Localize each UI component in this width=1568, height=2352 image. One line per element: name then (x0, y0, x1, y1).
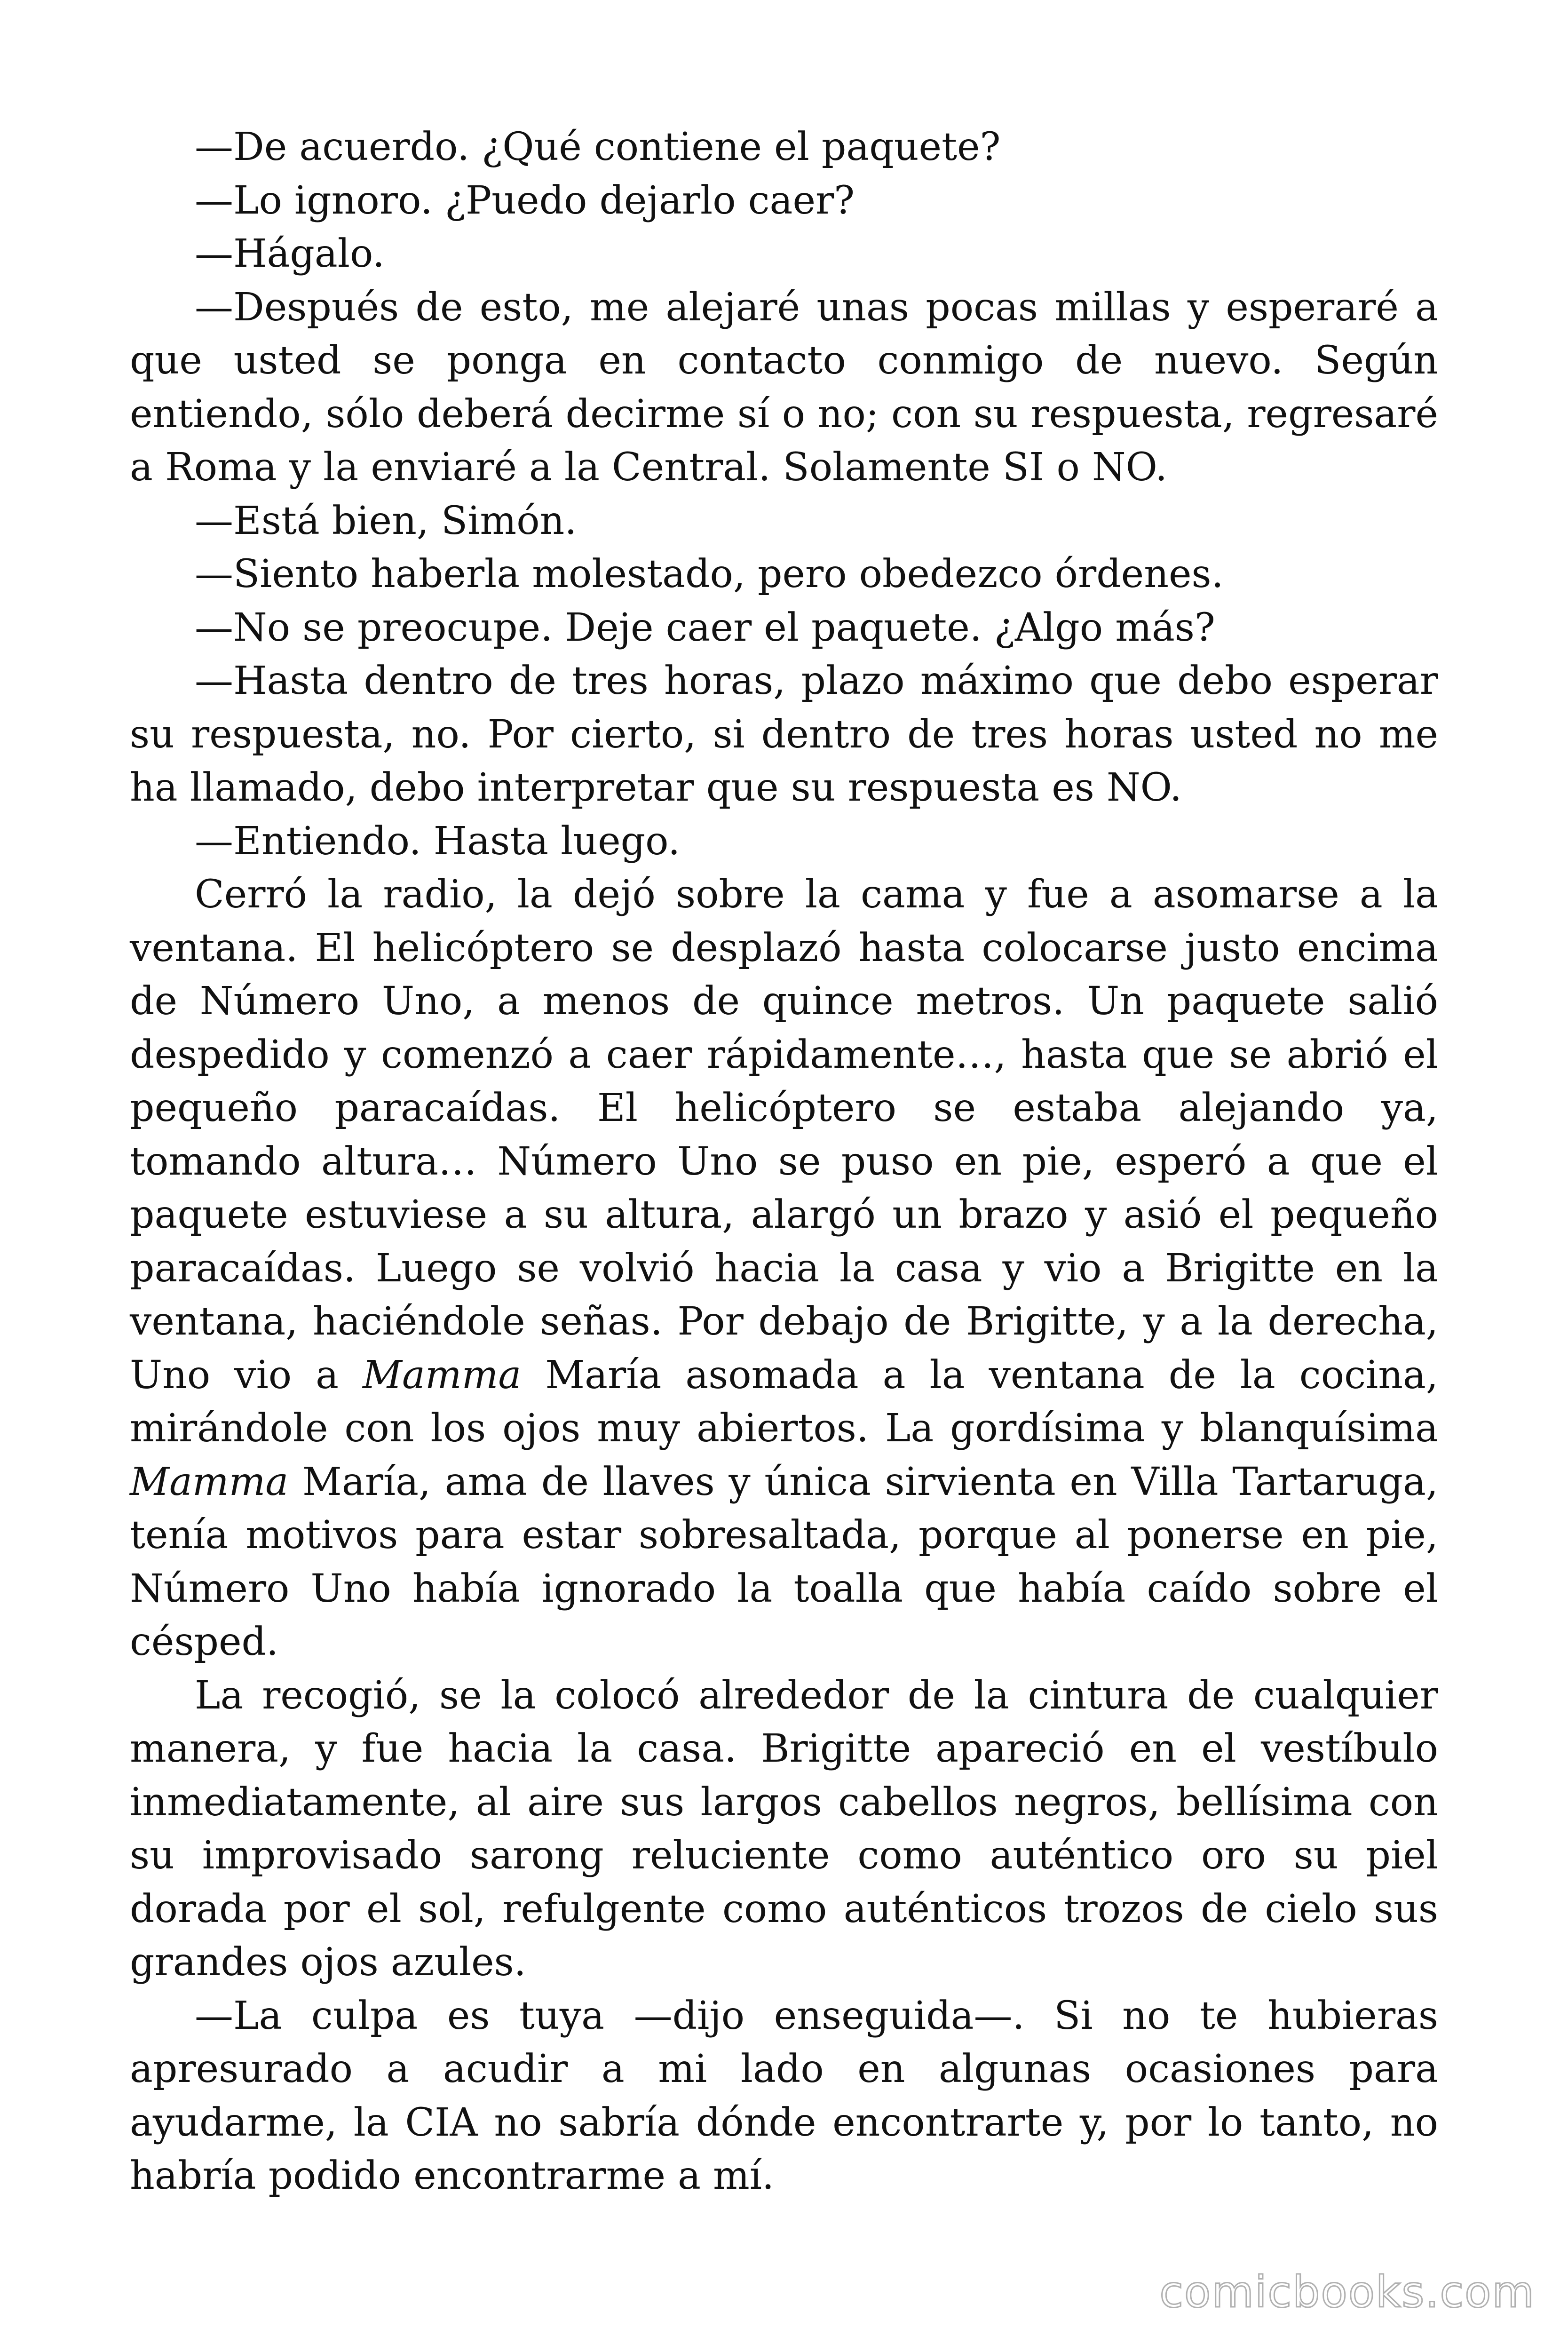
paragraph (130, 1989, 1438, 2203)
text-run: —No se preocupe. Deje caer el paquete. ¿Algo más? (195, 605, 1215, 650)
text-run: —Hágalo. (195, 231, 385, 276)
italic-text: Mamma (362, 1352, 522, 1398)
text-run: María, ama de llaves y única sirvienta en Villa Tartaruga, tenía motivos para estar sobresaltada, porque al ponerse en pie, Número Uno había ignorado la toalla que había caído sobre el césped. (130, 1459, 1438, 1664)
text-run: María asomada a la ventana de la cocina, mirándole con los ojos muy abiertos. La gordísima y blanquísima (130, 1352, 1438, 1451)
paragraph (130, 1669, 1438, 1989)
paragraph (130, 654, 1438, 815)
paragraph (130, 815, 1438, 868)
text-run: Cerró la radio, la dejó sobre la cama y fue a asomarse a la ventana. El helicóptero se desplazó hasta colocarse justo encima de Número Uno, a menos de quince metros. Un paquete salió despedido y comenzó a caer rápidamente…, hasta que se abrió el pequeño paracaídas. El helicóptero se estaba alejando ya, tomando altura… Número Uno se puso en pie, esperó a que el paquete estuviese a su altura, alargó un brazo y asió el pequeño paracaídas. Luego se volvió hacia la casa y vio a Brigitte en la ventana, haciéndole señas. Por debajo de Brigitte, y a la derecha, Uno vio a (130, 872, 1438, 1398)
watermark: comicbooks.com (1159, 2267, 1535, 2317)
paragraph (130, 174, 1438, 228)
text-run: —Lo ignoro. ¿Puedo dejarlo caer? (195, 178, 855, 223)
paragraph (130, 601, 1438, 655)
text-run: —Hasta dentro de tres horas, plazo máximo que debo esperar su respuesta, no. Por cierto, si dentro de tres horas usted no me ha llamado, debo interpretar que su respuesta es NO. (130, 659, 1438, 810)
paragraph (130, 868, 1438, 1669)
body-text (130, 120, 1438, 2203)
paragraph (130, 548, 1438, 601)
text-run: —La culpa es tuya —dijo enseguida—. Si no te hubieras apresurado a acudir a mi lado en algunas ocasiones para ayudarme, la CIA no sabría dónde encontrarte y, por lo tanto, no habría podido encontrarme a mí. (130, 1993, 1438, 2198)
paragraph (130, 281, 1438, 494)
paragraph (130, 120, 1438, 174)
paragraph (130, 227, 1438, 281)
text-run: —Siento haberla molestado, pero obedezco órdenes. (195, 552, 1224, 596)
text-run: —De acuerdo. ¿Qué contiene el paquete? (195, 125, 1001, 169)
text-run: —Después de esto, me alejaré unas pocas millas y esperaré a que usted se ponga en contacto conmigo de nuevo. Según entiendo, sólo deberá decirme sí o no; con su respuesta, regresaré a Roma y la enviaré a la Central. Solamente SI o NO. (130, 285, 1438, 490)
text-run: La recogió, se la colocó alrededor de la cintura de cualquier manera, y fue hacia la casa. Brigitte apareció en el vestíbulo inmediatamente, al aire sus largos cabellos negros, bellísima con su improvisado sarong reluciente como auténtico oro su piel dorada por el sol, refulgente como auténticos trozos de cielo sus grandes ojos azules. (130, 1673, 1438, 1985)
paragraph (130, 494, 1438, 548)
text-run: —Entiendo. Hasta luego. (195, 818, 681, 864)
text-run: —Está bien, Simón. (195, 498, 577, 543)
italic-text: Mamma (130, 1459, 289, 1504)
